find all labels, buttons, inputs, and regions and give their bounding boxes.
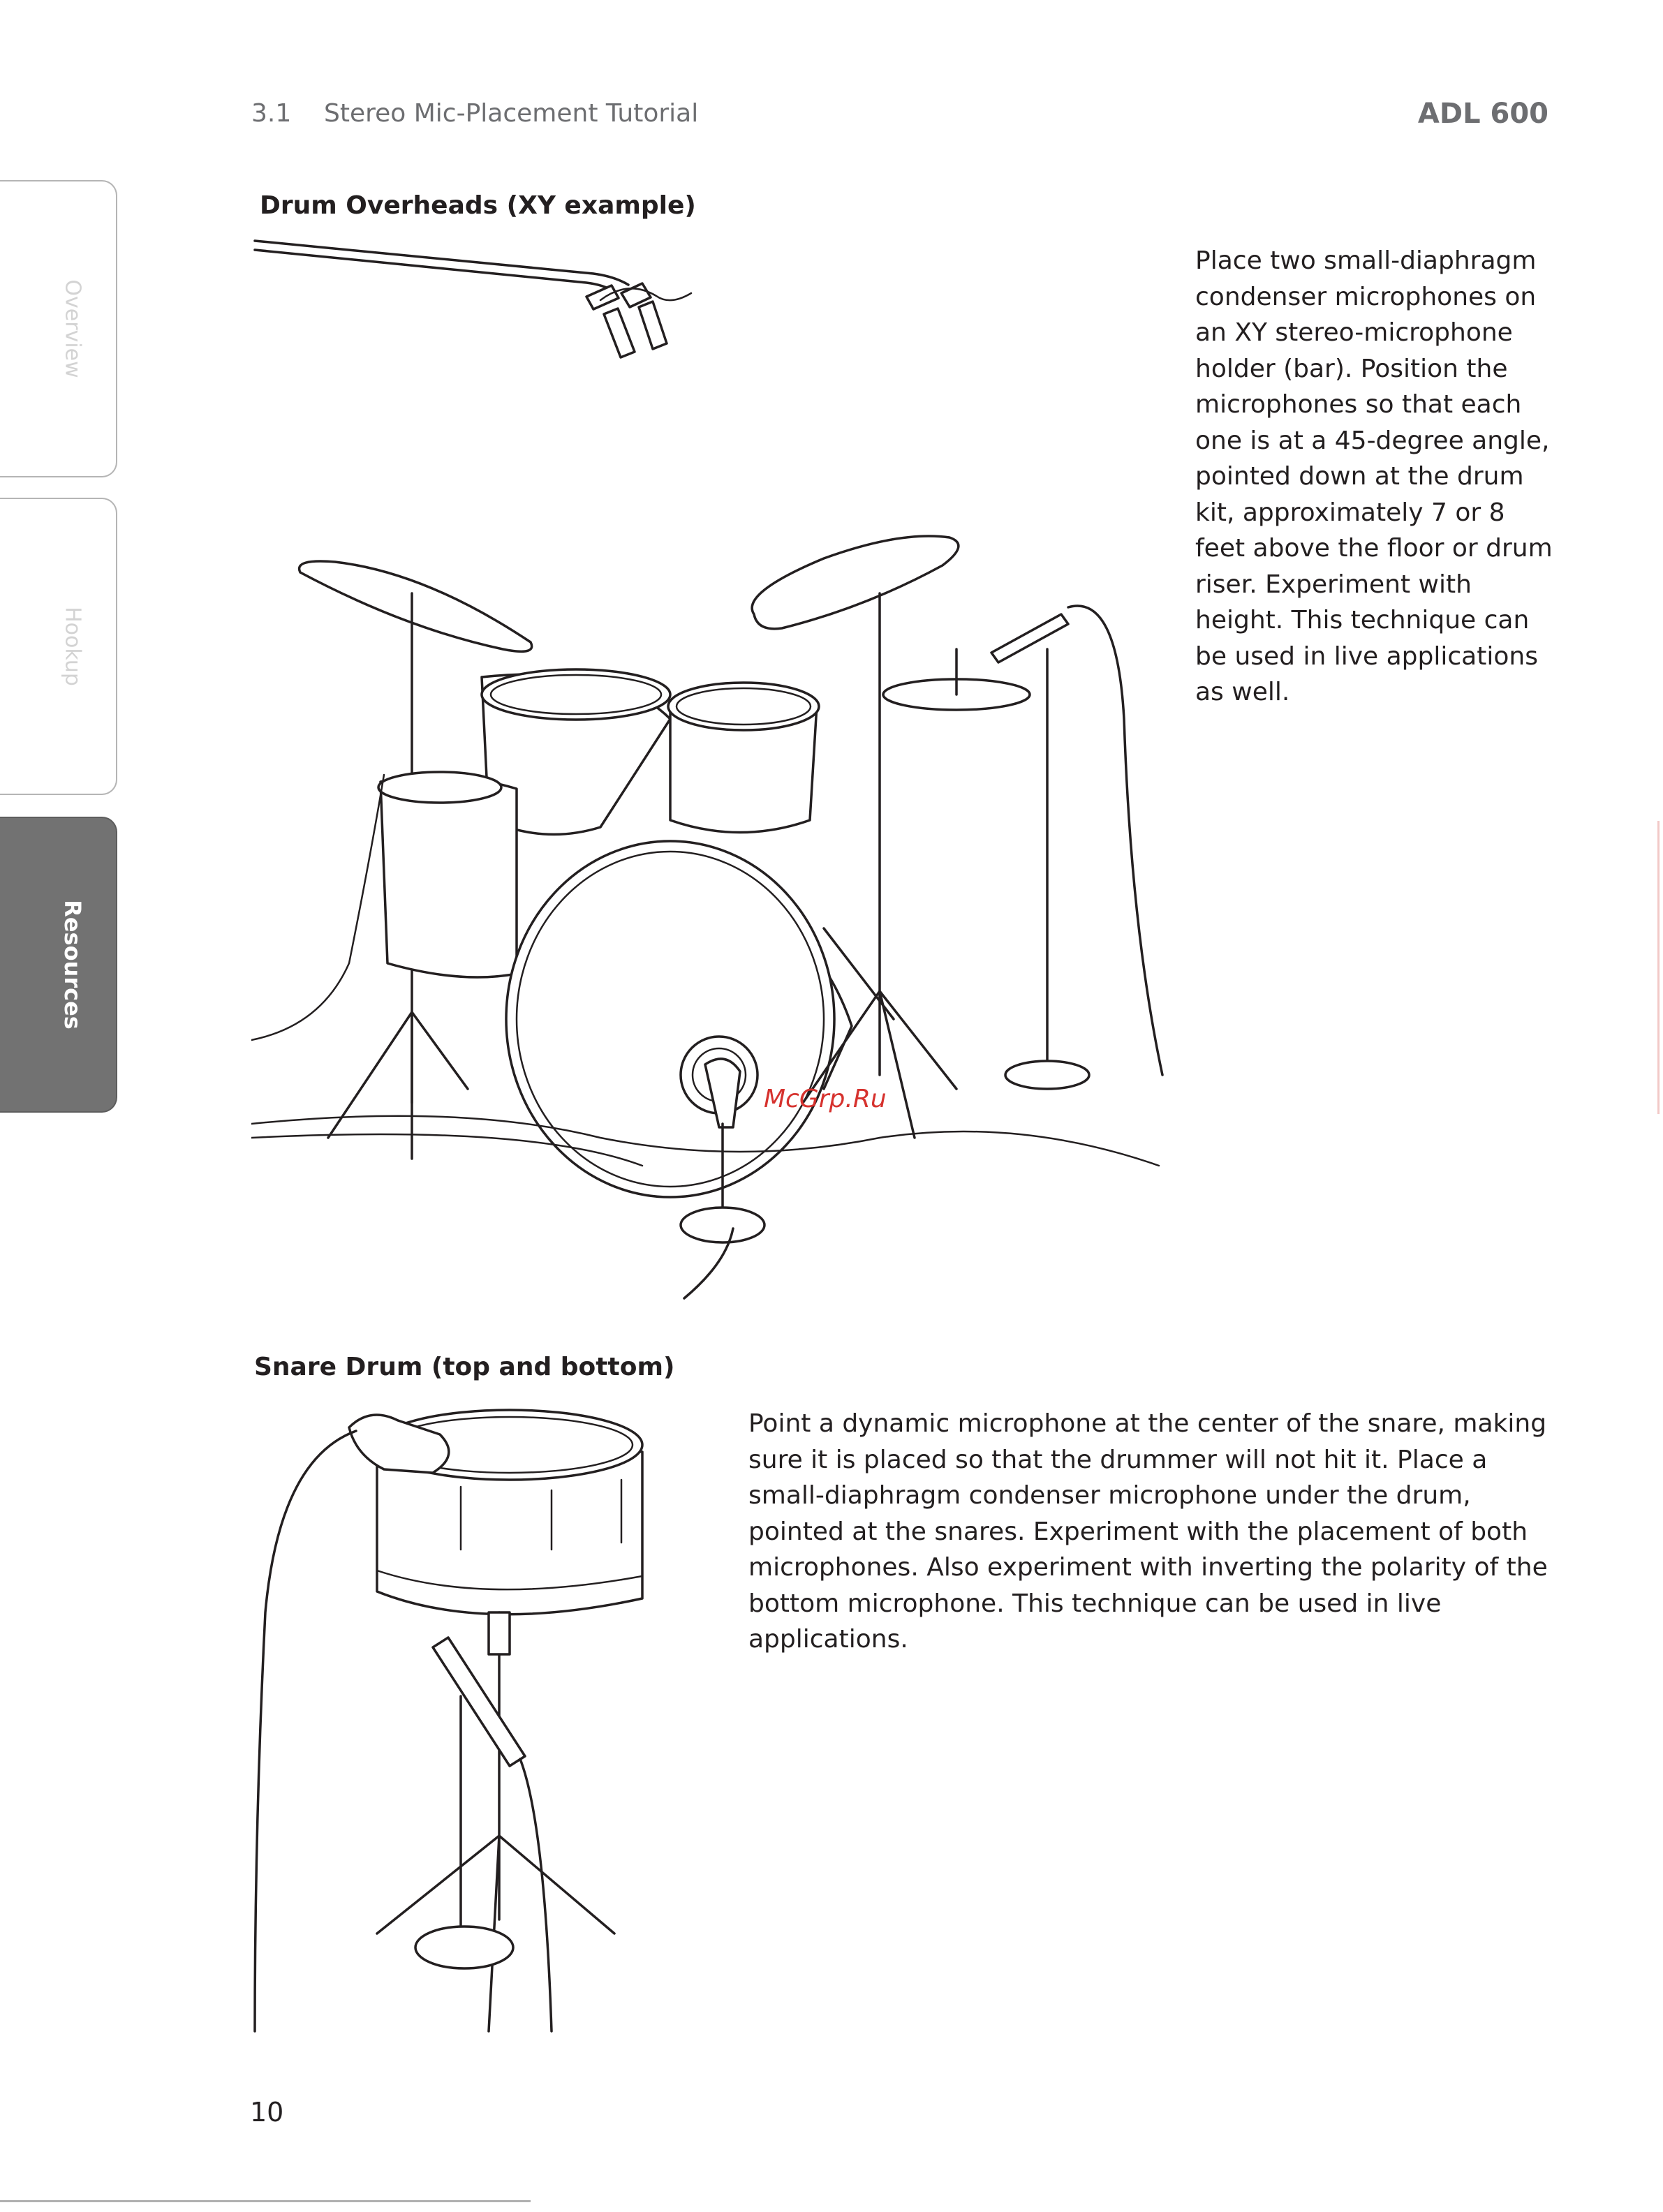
right-mic-stand: [991, 606, 1162, 1089]
snare-stand: [377, 1612, 614, 2031]
drum-kit-illustration: [251, 230, 1173, 1305]
page-number: 10: [250, 2097, 284, 2128]
bottom-condenser-mic: [415, 1638, 552, 2031]
edge-mark: [1657, 821, 1660, 1114]
side-tab-resources[interactable]: [0, 817, 117, 1113]
bass-drum: [506, 841, 852, 1197]
snare-drum-text: Point a dynamic microphone at the center of the snare, making sure it is placed so that the drummer will not hit it. Place a small-diaphragm condenser microphone under the drum, pointed at the snares. Experiment with the placement of both microphones. Also experiment with inverting the polarity of the bottom microphone. This technique can be used in live applications.: [748, 1409, 1548, 1654]
snare-drum-illustration: [251, 1403, 726, 2073]
xy-microphone-bar: [255, 241, 691, 357]
page-header-section: [251, 99, 698, 128]
section-title: Stereo Mic-Placement Tutorial: [324, 99, 699, 128]
right-tom: [668, 683, 819, 833]
side-tab-resources-label: Resources: [59, 900, 86, 1030]
side-tab-overview-label: Overview: [60, 279, 85, 378]
footer-rule: [0, 2200, 531, 2202]
drum-overheads-heading: Drum Overheads (XY example): [260, 191, 696, 220]
side-tab-hookup-label: Hookup: [60, 607, 85, 686]
floor-tom: [378, 772, 517, 977]
drum-overheads-text: Place two small-diaphragm condenser microphones on an XY stereo-microphone holder (bar). Position the microphones so that each one is at a 45-degree angle, pointed down at the drum kit, approximately 7 or 8 feet above the floor or drum riser. Experiment with height. This technique can be used in live applications as well.: [1195, 246, 1553, 706]
product-name: ADL 600: [1417, 98, 1549, 130]
snare-drum-heading: Snare Drum (top and bottom): [254, 1353, 675, 1381]
section-number: 3.1: [251, 99, 292, 128]
watermark: McGrp.Ru: [764, 1085, 887, 1113]
side-tab-hookup[interactable]: [0, 498, 117, 795]
side-tab-overview[interactable]: [0, 180, 117, 477]
